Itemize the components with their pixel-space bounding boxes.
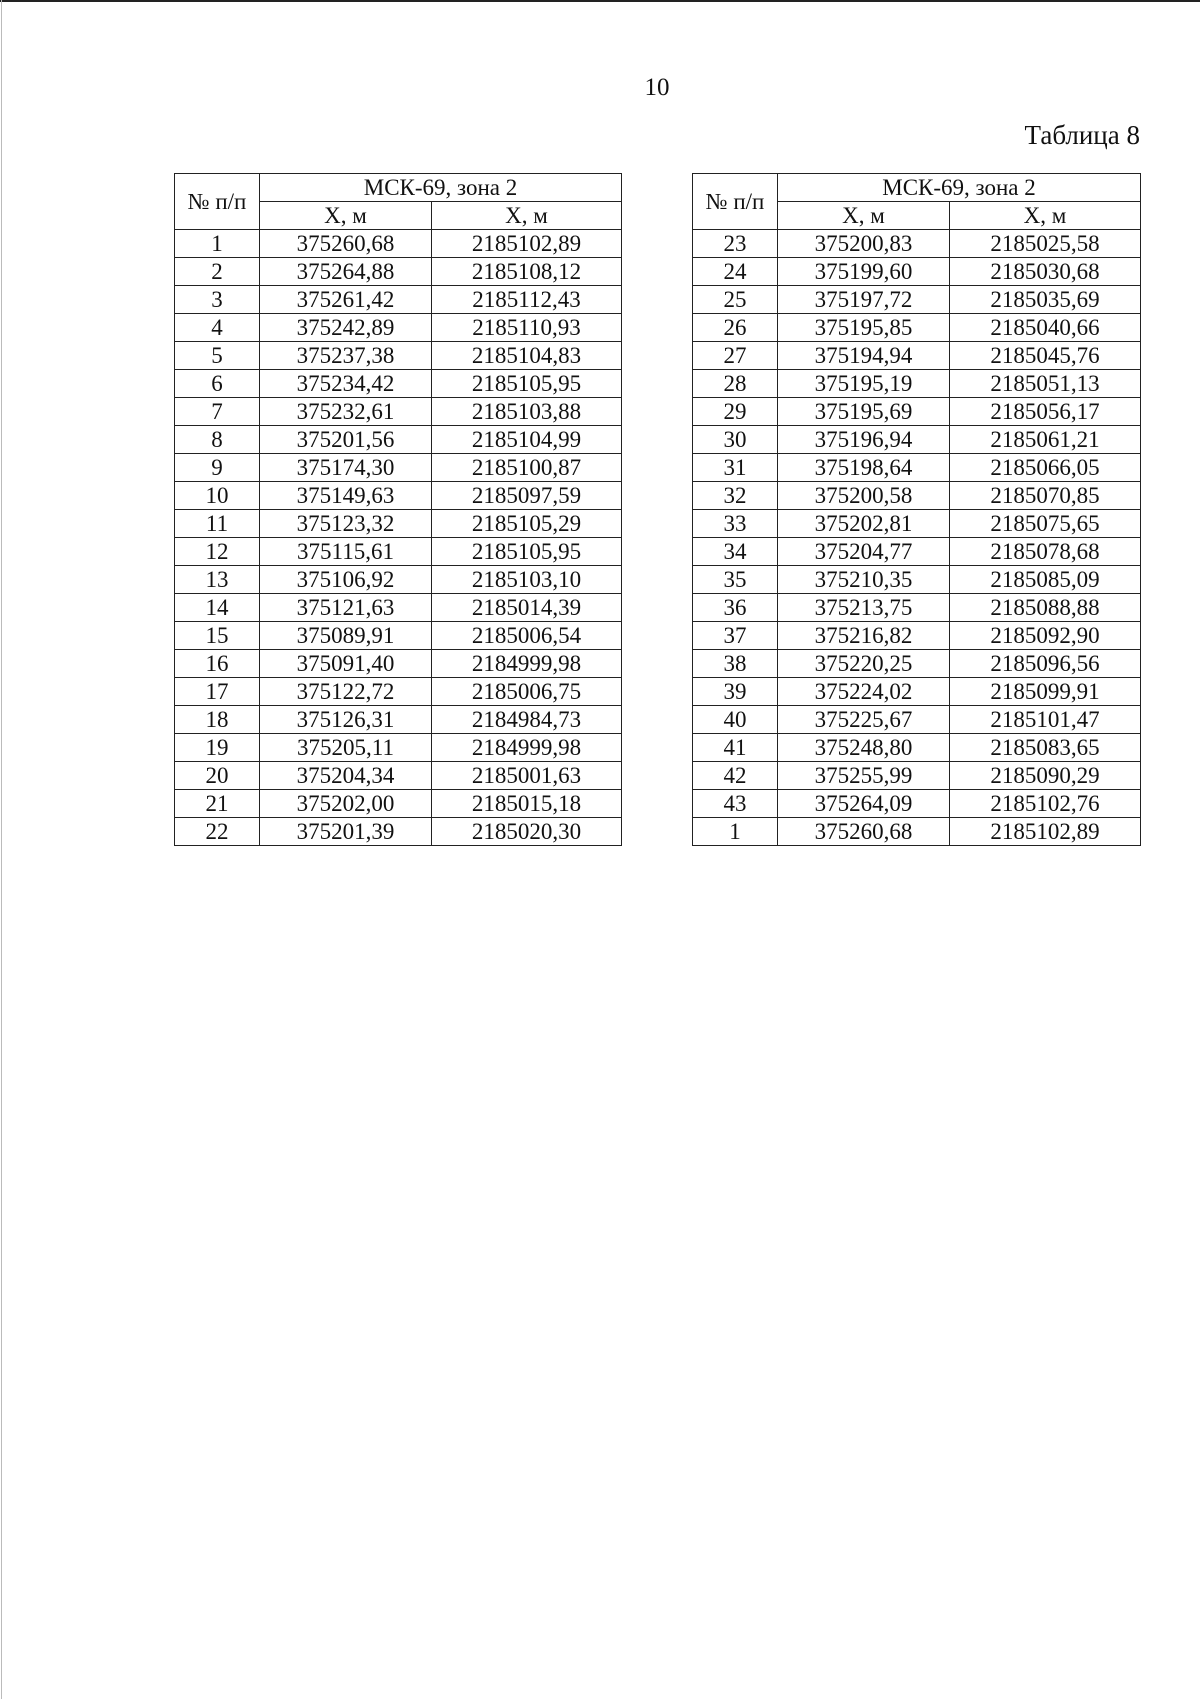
x-coordinate-cell: 375220,25 xyxy=(778,650,950,678)
point-number-cell: 16 xyxy=(175,650,260,678)
y-coordinate-cell: 2185078,68 xyxy=(950,538,1141,566)
point-number-cell: 34 xyxy=(693,538,778,566)
point-number-cell: 29 xyxy=(693,398,778,426)
y-coordinate-cell: 2184999,98 xyxy=(432,734,622,762)
x-coordinate-cell: 375264,88 xyxy=(260,258,432,286)
x-coordinate-cell: 375210,35 xyxy=(778,566,950,594)
table-row xyxy=(693,230,1141,258)
table-row xyxy=(693,342,1141,370)
table-row xyxy=(693,314,1141,342)
x-coordinate-cell: 375205,11 xyxy=(260,734,432,762)
x-coordinate-cell: 375261,42 xyxy=(260,286,432,314)
x-coordinate-cell: 375260,68 xyxy=(260,230,432,258)
y-coordinate-cell: 2185083,65 xyxy=(950,734,1141,762)
page-number: 10 xyxy=(644,74,670,101)
table-row xyxy=(175,342,622,370)
y-coordinate-cell: 2185006,75 xyxy=(432,678,622,706)
table-row xyxy=(693,566,1141,594)
table-row xyxy=(693,790,1141,818)
x-coordinate-cell: 375237,38 xyxy=(260,342,432,370)
x-coordinate-cell: 375122,72 xyxy=(260,678,432,706)
y-coordinate-cell: 2184999,98 xyxy=(432,650,622,678)
point-number-cell: 3 xyxy=(175,286,260,314)
coordinate-system-header: МСК-69, зона 2 xyxy=(260,174,622,202)
point-number-cell: 21 xyxy=(175,790,260,818)
table-row xyxy=(175,258,622,286)
x-coordinate-cell: 375202,00 xyxy=(260,790,432,818)
table-row xyxy=(693,594,1141,622)
y-coordinate-cell: 2185103,10 xyxy=(432,566,622,594)
y-coordinate-cell: 2185040,66 xyxy=(950,314,1141,342)
point-number-cell: 17 xyxy=(175,678,260,706)
point-number-cell: 35 xyxy=(693,566,778,594)
point-number-cell: 32 xyxy=(693,482,778,510)
y-coordinate-cell: 2185105,29 xyxy=(432,510,622,538)
x-coordinate-cell: 375199,60 xyxy=(778,258,950,286)
x-coordinate-cell: 375195,19 xyxy=(778,370,950,398)
point-number-cell: 23 xyxy=(693,230,778,258)
y-coordinate-cell: 2185092,90 xyxy=(950,622,1141,650)
point-number-cell: 24 xyxy=(693,258,778,286)
table-body xyxy=(693,230,1141,846)
y-coordinate-cell: 2185066,05 xyxy=(950,454,1141,482)
y-coordinate-cell: 2185102,89 xyxy=(432,230,622,258)
x-coordinate-cell: 375200,83 xyxy=(778,230,950,258)
x-coordinate-cell: 375225,67 xyxy=(778,706,950,734)
y-coordinate-cell: 2185099,91 xyxy=(950,678,1141,706)
table-row xyxy=(175,818,622,846)
x-coordinate-cell: 375195,85 xyxy=(778,314,950,342)
table-row xyxy=(693,650,1141,678)
table-row xyxy=(175,398,622,426)
coordinates-table-right xyxy=(692,173,1141,846)
y-coordinate-cell: 2185096,56 xyxy=(950,650,1141,678)
x-coordinate-cell: 375194,94 xyxy=(778,342,950,370)
table-row xyxy=(693,454,1141,482)
table-row xyxy=(175,426,622,454)
table-row xyxy=(175,734,622,762)
x-coordinate-cell: 375123,32 xyxy=(260,510,432,538)
x-coordinate-cell: 375196,94 xyxy=(778,426,950,454)
point-number-cell: 1 xyxy=(175,230,260,258)
y-coordinate-cell: 2185025,58 xyxy=(950,230,1141,258)
point-number-cell: 39 xyxy=(693,678,778,706)
table-row xyxy=(175,538,622,566)
y-column-header: X, м xyxy=(950,202,1141,230)
x-coordinate-cell: 375248,80 xyxy=(778,734,950,762)
x-coordinate-cell: 375213,75 xyxy=(778,594,950,622)
table-row xyxy=(693,482,1141,510)
point-number-cell: 30 xyxy=(693,426,778,454)
x-coordinate-cell: 375089,91 xyxy=(260,622,432,650)
y-coordinate-cell: 2185015,18 xyxy=(432,790,622,818)
y-coordinate-cell: 2185112,43 xyxy=(432,286,622,314)
point-number-cell: 25 xyxy=(693,286,778,314)
table-row xyxy=(693,678,1141,706)
y-coordinate-cell: 2185056,17 xyxy=(950,398,1141,426)
x-coordinate-cell: 375174,30 xyxy=(260,454,432,482)
table-body xyxy=(175,230,622,846)
y-coordinate-cell: 2185108,12 xyxy=(432,258,622,286)
y-coordinate-cell: 2185090,29 xyxy=(950,762,1141,790)
page-top-border xyxy=(0,0,1200,2)
y-coordinate-cell: 2185104,99 xyxy=(432,426,622,454)
y-coordinate-cell: 2185105,95 xyxy=(432,538,622,566)
table-row xyxy=(175,566,622,594)
y-coordinate-cell: 2185035,69 xyxy=(950,286,1141,314)
table-row xyxy=(175,230,622,258)
table-row xyxy=(175,706,622,734)
point-number-cell: 31 xyxy=(693,454,778,482)
y-coordinate-cell: 2185088,88 xyxy=(950,594,1141,622)
point-number-cell: 33 xyxy=(693,510,778,538)
table-row xyxy=(175,510,622,538)
point-number-cell: 2 xyxy=(175,258,260,286)
table-row xyxy=(175,790,622,818)
point-number-cell: 4 xyxy=(175,314,260,342)
y-column-header: X, м xyxy=(432,202,622,230)
table-row xyxy=(693,762,1141,790)
table-row xyxy=(175,286,622,314)
point-number-cell: 18 xyxy=(175,706,260,734)
point-number-cell: 6 xyxy=(175,370,260,398)
point-number-cell: 8 xyxy=(175,426,260,454)
y-coordinate-cell: 2185104,83 xyxy=(432,342,622,370)
table-row xyxy=(175,594,622,622)
table-row xyxy=(693,734,1141,762)
y-coordinate-cell: 2185101,47 xyxy=(950,706,1141,734)
point-number-cell: 5 xyxy=(175,342,260,370)
point-number-cell: 15 xyxy=(175,622,260,650)
table-row xyxy=(693,370,1141,398)
y-coordinate-cell: 2185014,39 xyxy=(432,594,622,622)
table-row xyxy=(175,762,622,790)
point-number-cell: 7 xyxy=(175,398,260,426)
table-row xyxy=(693,818,1141,846)
point-number-cell: 41 xyxy=(693,734,778,762)
table-row xyxy=(693,538,1141,566)
table-row xyxy=(693,398,1141,426)
point-number-cell: 20 xyxy=(175,762,260,790)
y-coordinate-cell: 2185075,65 xyxy=(950,510,1141,538)
y-coordinate-cell: 2184984,73 xyxy=(432,706,622,734)
point-number-cell: 12 xyxy=(175,538,260,566)
x-coordinate-cell: 375201,56 xyxy=(260,426,432,454)
x-coordinate-cell: 375149,63 xyxy=(260,482,432,510)
x-coordinate-cell: 375264,09 xyxy=(778,790,950,818)
point-number-cell: 28 xyxy=(693,370,778,398)
table-row xyxy=(693,510,1141,538)
y-coordinate-cell: 2185102,89 xyxy=(950,818,1141,846)
table-row xyxy=(175,370,622,398)
point-number-cell: 14 xyxy=(175,594,260,622)
y-coordinate-cell: 2185097,59 xyxy=(432,482,622,510)
x-coordinate-cell: 375201,39 xyxy=(260,818,432,846)
table-row xyxy=(693,706,1141,734)
x-coordinate-cell: 375204,77 xyxy=(778,538,950,566)
y-coordinate-cell: 2185020,30 xyxy=(432,818,622,846)
number-column-header: № п/п xyxy=(175,174,260,230)
table-row xyxy=(175,482,622,510)
x-coordinate-cell: 375234,42 xyxy=(260,370,432,398)
x-coordinate-cell: 375224,02 xyxy=(778,678,950,706)
x-coordinate-cell: 375200,58 xyxy=(778,482,950,510)
x-coordinate-cell: 375198,64 xyxy=(778,454,950,482)
point-number-cell: 9 xyxy=(175,454,260,482)
point-number-cell: 40 xyxy=(693,706,778,734)
y-coordinate-cell: 2185085,09 xyxy=(950,566,1141,594)
table-row xyxy=(693,258,1141,286)
point-number-cell: 1 xyxy=(693,818,778,846)
page-left-border xyxy=(1,0,2,1699)
table-row xyxy=(175,314,622,342)
coordinates-table-left xyxy=(174,173,622,846)
y-coordinate-cell: 2185051,13 xyxy=(950,370,1141,398)
y-coordinate-cell: 2185061,21 xyxy=(950,426,1141,454)
table-row xyxy=(693,286,1141,314)
point-number-cell: 38 xyxy=(693,650,778,678)
y-coordinate-cell: 2185110,93 xyxy=(432,314,622,342)
point-number-cell: 27 xyxy=(693,342,778,370)
x-coordinate-cell: 375106,92 xyxy=(260,566,432,594)
x-coordinate-cell: 375091,40 xyxy=(260,650,432,678)
y-coordinate-cell: 2185100,87 xyxy=(432,454,622,482)
x-coordinate-cell: 375126,31 xyxy=(260,706,432,734)
table-row xyxy=(175,678,622,706)
x-coordinate-cell: 375216,82 xyxy=(778,622,950,650)
coordinate-system-header: МСК-69, зона 2 xyxy=(778,174,1141,202)
x-coordinate-cell: 375115,61 xyxy=(260,538,432,566)
y-coordinate-cell: 2185102,76 xyxy=(950,790,1141,818)
point-number-cell: 43 xyxy=(693,790,778,818)
table-caption: Таблица 8 xyxy=(1024,120,1140,150)
table-row xyxy=(693,426,1141,454)
table-row xyxy=(693,622,1141,650)
y-coordinate-cell: 2185103,88 xyxy=(432,398,622,426)
y-coordinate-cell: 2185006,54 xyxy=(432,622,622,650)
x-coordinate-cell: 375204,34 xyxy=(260,762,432,790)
x-coordinate-cell: 375195,69 xyxy=(778,398,950,426)
x-column-header: X, м xyxy=(260,202,432,230)
y-coordinate-cell: 2185070,85 xyxy=(950,482,1141,510)
x-coordinate-cell: 375197,72 xyxy=(778,286,950,314)
point-number-cell: 37 xyxy=(693,622,778,650)
table-row xyxy=(175,650,622,678)
point-number-cell: 19 xyxy=(175,734,260,762)
number-column-header: № п/п xyxy=(693,174,778,230)
y-coordinate-cell: 2185045,76 xyxy=(950,342,1141,370)
point-number-cell: 36 xyxy=(693,594,778,622)
point-number-cell: 42 xyxy=(693,762,778,790)
x-coordinate-cell: 375242,89 xyxy=(260,314,432,342)
x-column-header: X, м xyxy=(778,202,950,230)
table-row xyxy=(175,622,622,650)
point-number-cell: 10 xyxy=(175,482,260,510)
y-coordinate-cell: 2185105,95 xyxy=(432,370,622,398)
table-row xyxy=(175,454,622,482)
y-coordinate-cell: 2185001,63 xyxy=(432,762,622,790)
point-number-cell: 13 xyxy=(175,566,260,594)
x-coordinate-cell: 375202,81 xyxy=(778,510,950,538)
point-number-cell: 11 xyxy=(175,510,260,538)
x-coordinate-cell: 375121,63 xyxy=(260,594,432,622)
y-coordinate-cell: 2185030,68 xyxy=(950,258,1141,286)
point-number-cell: 22 xyxy=(175,818,260,846)
x-coordinate-cell: 375255,99 xyxy=(778,762,950,790)
point-number-cell: 26 xyxy=(693,314,778,342)
x-coordinate-cell: 375260,68 xyxy=(778,818,950,846)
x-coordinate-cell: 375232,61 xyxy=(260,398,432,426)
